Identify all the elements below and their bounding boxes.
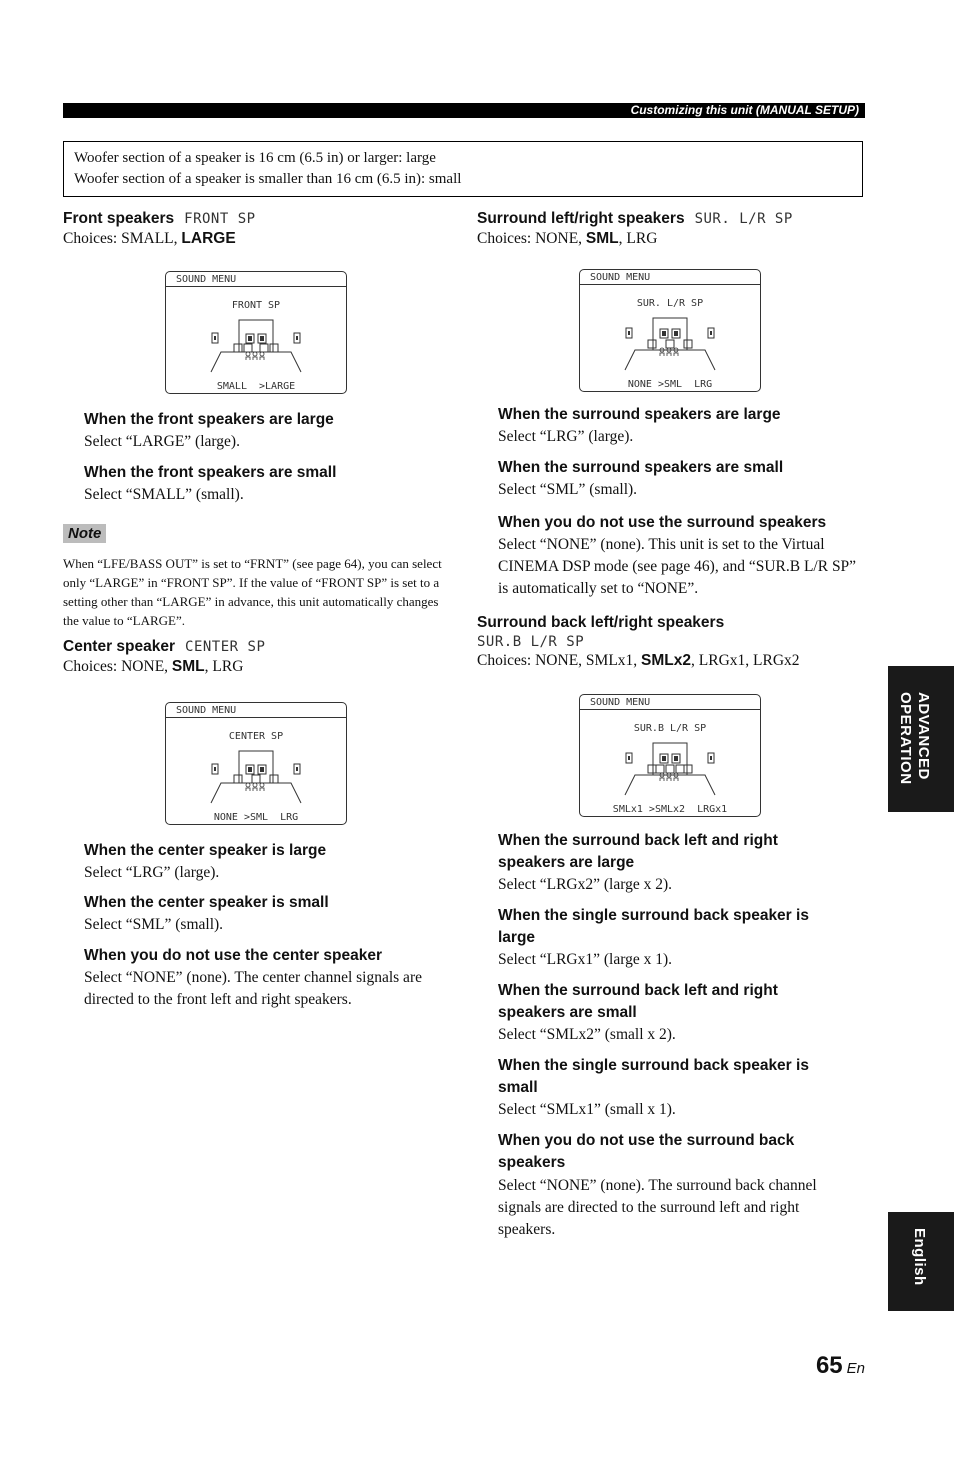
info-line-1: Woofer section of a speaker is 16 cm (6.5 in) or larger: large (74, 150, 436, 166)
panel-setting-name: CENTER SP (228, 731, 284, 742)
surround-small-heading: When the surround speakers are small (498, 459, 784, 476)
surround-back-heading: Surround back left/right speakers (477, 614, 725, 631)
panel-choices: NONE >SML LRG (627, 379, 713, 390)
note-label: Note (63, 524, 106, 543)
panel-menu-title: SOUND MENU (166, 272, 346, 287)
surround-choices: Choices: NONE, SML, LRG (477, 230, 658, 247)
front-speakers-section (63, 210, 453, 250)
surround-back-t5: Select “NONE” (none). The surround back channel signals are directed to the surround left and right speakers. (498, 1177, 817, 1238)
front-large-text: Select “LARGE” (large). (84, 433, 240, 450)
surround-back-t4: Select “SMLx1” (small x 1). (498, 1101, 676, 1118)
speaker-layout-diagram (166, 314, 346, 384)
speaker-layout-diagram (580, 312, 760, 382)
surround-lcd-label: SUR. L/R SP (694, 211, 793, 227)
panel-setting-name: SUR. L/R SP (636, 298, 704, 309)
panel-choices: SMALL >LARGE (216, 381, 296, 392)
surround-back-h2: When the single surround back speaker is large (498, 907, 809, 946)
page-number: 65 En (815, 1352, 865, 1379)
note-text: When “LFE/BASS OUT” is set to “FRNT” (see page 64), you can select only “LARGE” in “FRONT SP”. If the value of “FRONT SP” is set to a setting other than “LARGE” in advance, this unit automatically changes the value to “LARGE”. (63, 556, 442, 628)
surround-options (498, 404, 868, 600)
tab-english: English (911, 1228, 928, 1286)
center-speaker-section (63, 638, 453, 678)
tab-advanced-line2: OPERATION (897, 692, 914, 785)
panel-menu-title: SOUND MENU (166, 703, 346, 718)
surround-none-text: Select “NONE” (none). This unit is set to the Virtual CINEMA DSP mode (see page 46), and “SUR.B L/R SP” is automatically set to “NONE”. (498, 536, 857, 597)
center-large-text: Select “LRG” (large). (84, 864, 220, 881)
center-heading: Center speaker CENTER SP (63, 638, 266, 655)
info-line-2: Woofer section of a speaker is smaller than 16 cm (6.5 in): small (74, 171, 462, 187)
surround-sp-display-panel (579, 269, 761, 392)
surround-back-h1: When the surround back left and right speakers are large (498, 832, 778, 871)
surround-large-heading: When the surround speakers are large (498, 406, 781, 423)
center-none-text: Select “NONE” (none). The center channel signals are directed to the front left and right speakers. (84, 969, 422, 1008)
surround-back-h4: When the single surround back speaker is small (498, 1057, 809, 1096)
panel-choices: NONE >SML LRG (213, 812, 299, 823)
center-none-heading: When you do not use the center speaker (84, 947, 383, 964)
header-title: Customizing this unit (MANUAL SETUP) (630, 103, 859, 117)
panel-setting-name: SUR.B L/R SP (633, 723, 707, 734)
front-lcd-label: FRONT SP (184, 211, 256, 227)
front-options (84, 409, 454, 506)
woofer-info-box (63, 141, 863, 197)
surround-back-display-panel (579, 694, 761, 817)
speaker-layout-diagram (166, 745, 346, 815)
surround-back-h5: When you do not use the surround back speakers (498, 1132, 795, 1171)
speaker-layout-diagram (580, 737, 760, 807)
surround-back-t2: Select “LRGx1” (large x 1). (498, 951, 673, 968)
front-heading: Front speakers FRONT SP (63, 210, 256, 227)
surround-speakers-section (477, 210, 867, 250)
center-options (84, 840, 454, 1011)
center-small-text: Select “SML” (small). (84, 916, 224, 933)
center-small-heading: When the center speaker is small (84, 894, 329, 911)
center-large-heading: When the center speaker is large (84, 842, 327, 859)
center-sp-display-panel (165, 702, 347, 825)
surround-back-section (477, 612, 867, 672)
surround-back-options (498, 830, 843, 1241)
advanced-operation-tab (888, 666, 954, 812)
front-small-heading: When the front speakers are small (84, 464, 337, 481)
surround-back-h3: When the surround back left and right speakers are small (498, 982, 778, 1021)
surround-back-lcd-label: SUR.B L/R SP (477, 634, 585, 650)
front-sp-display-panel (165, 271, 347, 394)
surround-large-text: Select “LRG” (large). (498, 428, 634, 445)
center-lcd-label: CENTER SP (185, 639, 266, 655)
surround-small-text: Select “SML” (small). (498, 481, 638, 498)
front-choices: Choices: SMALL, LARGE (63, 230, 236, 247)
panel-setting-name: FRONT SP (231, 300, 281, 311)
surround-heading: Surround left/right speakers SUR. L/R SP (477, 210, 793, 227)
front-large-heading: When the front speakers are large (84, 411, 334, 428)
panel-choices: SMLx1 >SMLx2 LRGx1 (612, 804, 728, 815)
panel-menu-title: SOUND MENU (580, 270, 760, 285)
english-tab (888, 1212, 954, 1311)
header-bar (63, 103, 865, 118)
surround-none-heading: When you do not use the surround speakers (498, 514, 827, 531)
surround-back-t1: Select “LRGx2” (large x 2). (498, 876, 673, 893)
surround-back-t3: Select “SMLx2” (small x 2). (498, 1026, 676, 1043)
tab-advanced-line1: ADVANCED (915, 692, 932, 780)
panel-menu-title: SOUND MENU (580, 695, 760, 710)
surround-back-choices: Choices: NONE, SMLx1, SMLx2, LRGx1, LRGx2 (477, 652, 800, 669)
center-choices: Choices: NONE, SML, LRG (63, 658, 244, 675)
front-small-text: Select “SMALL” (small). (84, 486, 244, 503)
